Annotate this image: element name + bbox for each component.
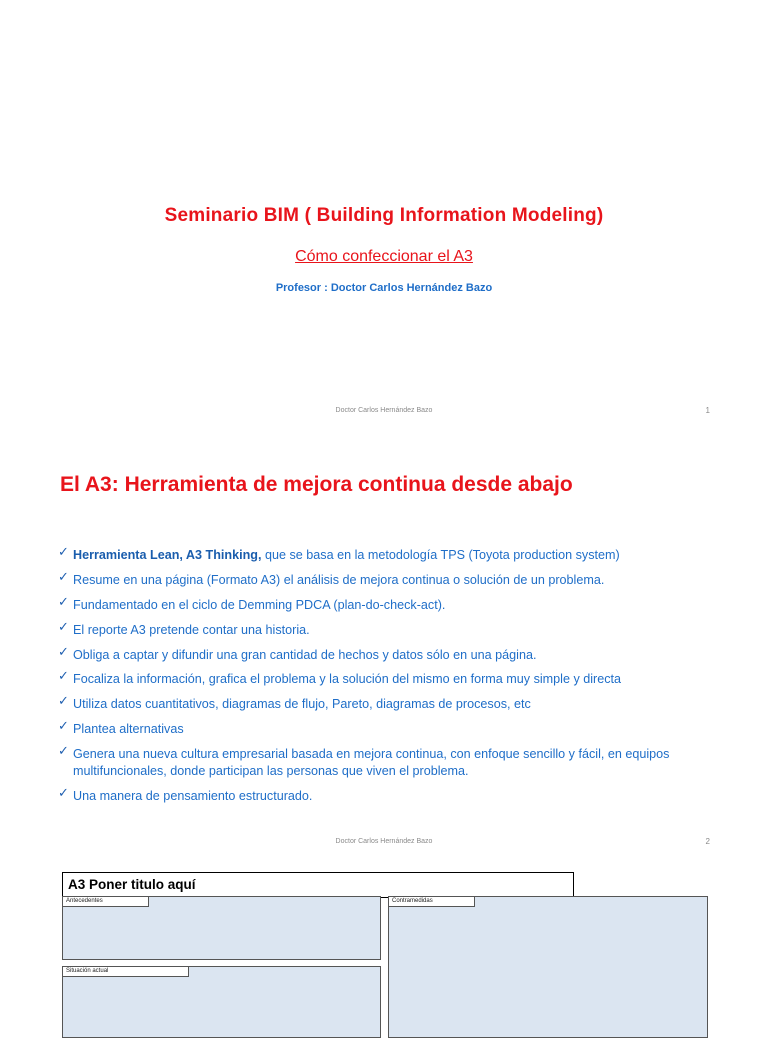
checkmark-icon: ✓ [58,693,69,709]
antecedentes-label: Antecedentes [62,896,149,907]
bullet-text: Obliga a captar y difundir una gran cantidad de hechos y datos sólo en una página. [73,647,537,662]
bullet-text: Utiliza datos cuantitativos, diagramas de flujo, Pareto, diagramas de procesos, etc [73,697,531,712]
checkmark-icon: ✓ [58,743,69,759]
bold-lead-text: Herramienta Lean, A3 Thinking, [73,548,262,562]
list-item [58,693,718,713]
bullet-text: El reporte A3 pretende contar una historia. [73,622,310,637]
slide-3 [0,860,768,1024]
list-item [58,718,718,738]
list-item [58,568,718,589]
list-item [58,643,718,664]
bullet-text: Genera una nueva cultura empresarial basada en mejora continua, con enfoque sencillo y fácil, en equipos multifuncionales, donde participan las personas que viven el problema. [73,747,670,778]
bullet-text: Resume en una página (Formato A3) el análisis de mejora continua o solución de un problema. [73,572,605,587]
bullet-text: Focaliza la información, grafica el problema y la solución del mismo en forma muy simple y directa [73,672,622,687]
situacion-actual-box [62,966,381,1038]
page-number: 2 [705,837,710,846]
checkmark-icon: ✓ [58,544,69,559]
bullet-text: Plantea alternativas [73,722,184,737]
checkmark-icon: ✓ [58,593,69,609]
bullet-list [58,544,718,812]
list-item [58,618,718,639]
a3-title-box [62,872,574,898]
contramedidas-label: Contramedidas [388,896,475,907]
bullet-text: que se basa en la metodología TPS (Toyota production system) [261,548,620,562]
checkmark-icon: ✓ [58,784,69,800]
checkmark-icon: ✓ [58,618,69,634]
checkmark-icon: ✓ [58,718,69,734]
footer-author: Doctor Carlos Hernández Bazo [335,838,433,845]
list-item [58,784,718,805]
a3-title: A3 Poner titulo aquí [68,877,196,892]
professor-line: Profesor : Doctor Carlos Hernández Bazo [275,282,493,294]
situacion-actual-label: Situación actual [62,966,189,977]
checkmark-icon: ✓ [58,568,69,584]
contramedidas-box [388,896,708,1038]
list-item [58,668,718,688]
slide-heading: El A3: Herramienta de mejora continua desde abajo [60,473,573,496]
list-item [58,593,718,614]
page-number: 1 [705,406,710,415]
slide-2 [0,440,768,860]
list-item [58,743,718,779]
bullet-text: Fundamentado en el ciclo de Demming PDCA (plan-do-check-act). [73,597,446,612]
slide-1 [0,0,768,430]
seminar-subtitle: Cómo confeccionar el A3 [295,248,473,265]
checkmark-icon: ✓ [58,643,69,659]
footer-author: Doctor Carlos Hernández Bazo [335,407,433,414]
checkmark-icon: ✓ [58,668,69,684]
list-item [58,544,718,564]
seminar-title: Seminario BIM ( Building Information Modeling) [164,205,604,226]
antecedentes-box [62,896,381,960]
bullet-text: Una manera de pensamiento estructurado. [73,788,313,803]
